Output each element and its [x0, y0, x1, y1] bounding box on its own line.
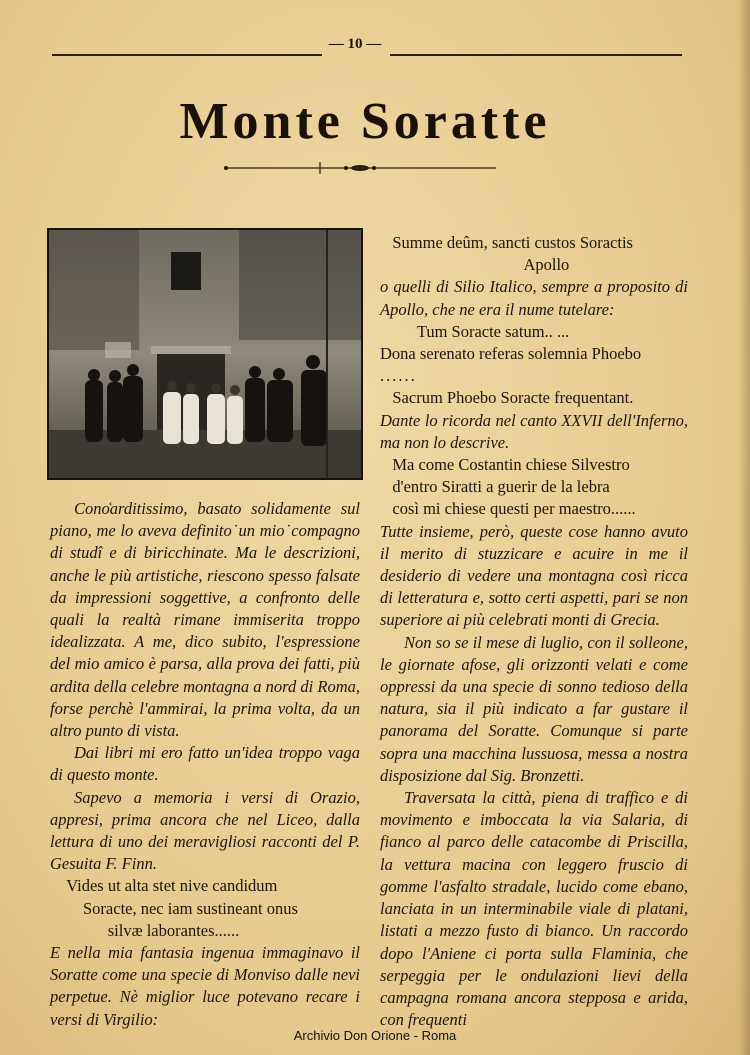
- group-photo-icon: [49, 230, 361, 478]
- title-ornament-divider: [220, 158, 500, 178]
- paragraph: E nella mia fantasia ingenua immaginavo il Soratte come una specie di Monviso dalle nevi perpetue. Nè miglior luce potevano recare i versi di Virgilio:: [50, 943, 360, 1029]
- verse-quote: Sacrum Phoebo Soracte frequentant.: [380, 388, 634, 408]
- paragraph: Dante lo ricorda nel canto XXVII dell'Inferno, ma non lo descrive.: [380, 410, 688, 452]
- ellipsis-separator: ......: [380, 366, 417, 386]
- left-text-column: [50, 498, 360, 1031]
- header-rule-left: [52, 54, 322, 56]
- header-rule-right: [390, 54, 682, 56]
- paragraph: Non so se il mese di luglio, con il solleone, le giornate afose, gli orizzonti velati e come oppressi da una specie di sonno tedioso della natura, sia il più indicato a far gustare il panorama del Soratte. Comunque si parte sopra una macchina lussuosa, messa a nostra disposizione dal Sig. Bronzetti.: [380, 632, 688, 785]
- verse-quote: Vides ut alta stet nive candidum Soracte, nec iam sustineant onus silvæ laborantes......: [66, 876, 298, 940]
- archive-footer: Archivio Don Orione - Roma: [293, 1028, 457, 1043]
- paragraph: o quelli di Silio Italico, sempre a proposito di Apollo, che ne era il nume tutelare:: [380, 277, 688, 319]
- group-photo: [47, 228, 363, 480]
- paragraph: Cono᷾arditissimo, basato solidamente sul piano, me lo aveva definito˙un mio˙compagno di studî e di biricchinate. Ma le descrizioni, anche le più artistiche, riescono spesso falsate da impressioni soggettive, a confronto delle quali la realtà rimane immiserita troppo idealizzata. A me, dico subito, l'espressione del mio amico è parsa, alla prova dei fatti, più ardita della celebre montagna a nord di Roma, forse perchè l'ammirai, la prima volta, da un altro punto di vista.: [50, 499, 360, 741]
- page-number: — 10 —: [328, 36, 382, 52]
- right-text-column: [380, 232, 688, 1031]
- verse-quote: Tum Soracte satum.. ... Dona serenato referas solemnia Phoebo: [380, 321, 642, 364]
- paragraph: Tutte insieme, però, queste cose hanno avuto il merito di stuzzicare e acuire in me il desiderio di vedere una montagna così ricca di letteratura e, sotto certi aspetti, pari se non superiore ai più celebrati monti di Grecia.: [380, 521, 688, 630]
- page-edge-shadow: [738, 0, 750, 1055]
- paragraph: Traversata la città, piena di traffico e di movimento e imboccata la via Salaria, di fianco al parco delle catacombe di Priscilla, la vettura macina con leggero fruscio di gomme l'asfalto stradale, lucido come ebano, lanciata in un interminabile viale di platani, listati a mezzo fusto di bianco. Un raccordo dopo l'Aniene ci porta sulla Flaminia, che serpeggia per le ondulazioni lievi della campagna romana ancora stepposa e arida, con frequenti: [380, 788, 688, 1030]
- paragraph: Dai libri mi ero fatto un'idea troppo vaga di questo monte.: [50, 743, 360, 785]
- article-title: Monte Soratte: [179, 93, 551, 150]
- paragraph: Sapevo a memoria i versi di Orazio, appresi, prima ancora che nel Liceo, dalla lettura di uno dei meravigliosi racconti del P. Gesuita F. Finn.: [50, 787, 360, 874]
- verse-quote: Ma come Costantin chiese Silvestro d'entro Siratti a guerir de la lebra così mi chiese questi per maestro......: [392, 455, 636, 519]
- verse-quote: Summe deûm, sancti custos Soractis Apollo: [392, 233, 633, 275]
